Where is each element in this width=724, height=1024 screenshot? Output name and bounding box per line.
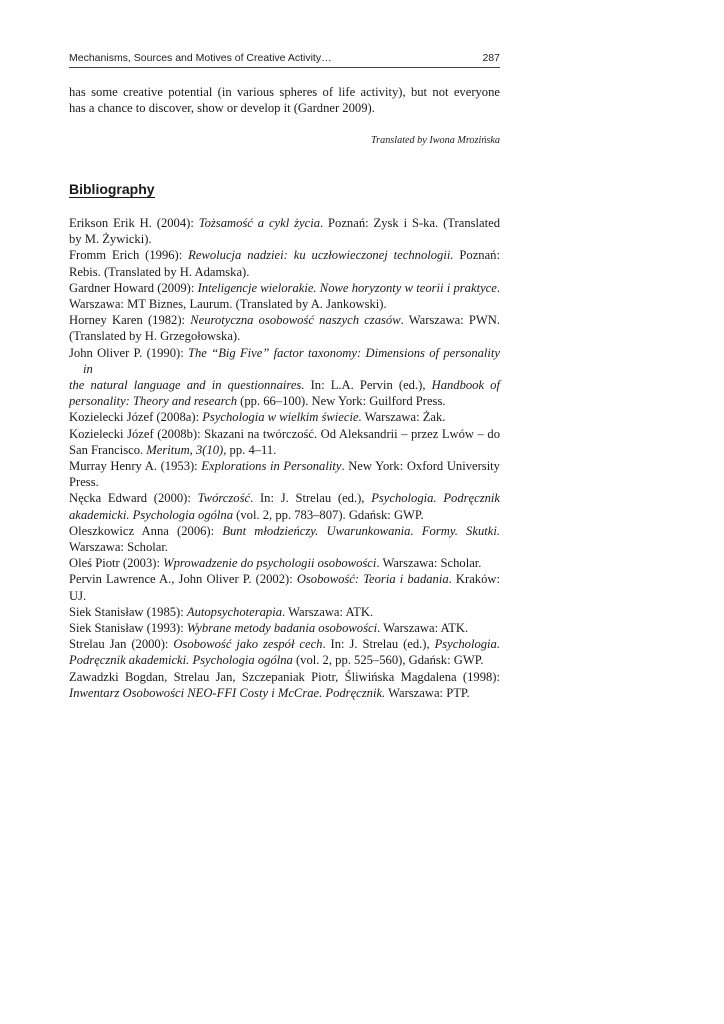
- entry-line: [69, 409, 500, 425]
- bibliography-entry: [69, 523, 500, 555]
- entry-line: [69, 247, 500, 263]
- entry-line: [69, 231, 500, 247]
- entry-line: [69, 555, 500, 571]
- entry-text: . In: J. Strelau (ed.),: [322, 637, 435, 652]
- entry-text: . Warszawa: Scholar.: [376, 556, 482, 571]
- entry-text: (vol. 2, pp. 783–807). Gdańsk: GWP.: [233, 507, 424, 522]
- entry-title-text: akademicki. Psychologia ogólna: [69, 507, 234, 522]
- entry-text: Rebis. (Translated by H. Adamska).: [69, 264, 250, 279]
- entry-text: Kozielecki Józef (2008a):: [69, 410, 203, 425]
- entry-text: Gardner Howard (2009):: [69, 280, 198, 295]
- bibliography-entry: [69, 555, 500, 571]
- bibliography-entry: [69, 280, 500, 312]
- entry-text: pp. 4–11.: [226, 442, 277, 457]
- entry-line: [69, 669, 500, 685]
- paragraph-line: has a chance to discover, show or develop it (Gardner 2009).: [69, 101, 375, 116]
- bibliography-heading: Bibliography: [69, 181, 155, 197]
- entry-title-text: Psychologia w wielkim świecie.: [202, 410, 362, 425]
- entry-title-text: Handbook of: [431, 378, 500, 393]
- entry-title-text: Osobowość jako zespół cech: [173, 637, 323, 652]
- entry-text: Horney Karen (1982):: [69, 313, 191, 328]
- entry-line: [69, 523, 500, 539]
- entry-line: [69, 571, 500, 587]
- body-paragraph: [69, 84, 500, 116]
- bibliography-entry: [69, 409, 500, 425]
- entry-text: . Warszawa: ATK.: [377, 621, 469, 636]
- entry-line: [69, 490, 500, 506]
- entry-text: (vol. 2, pp. 525–560), Gdańsk: GWP.: [292, 653, 484, 668]
- running-title: Mechanisms, Sources and Motives of Creative Activity…: [69, 52, 332, 64]
- entry-title-text: Rewolucja nadziei: ku uczłowieczonej technologii.: [188, 248, 454, 263]
- entry-line: [69, 539, 500, 555]
- entry-line: [69, 215, 500, 231]
- entry-line: [69, 507, 500, 523]
- entry-text: (Translated by H. Grzegołowska).: [69, 329, 241, 344]
- entry-line: [69, 474, 500, 490]
- entry-line: [69, 620, 500, 636]
- entry-title-text: The “Big Five” factor taxonomy: Dimensions of personality in: [83, 345, 501, 376]
- bibliography-entry: [69, 669, 500, 701]
- entry-text: Strelau Jan (2000):: [69, 637, 174, 652]
- entry-title-text: Explorations in Personality: [201, 459, 342, 474]
- entry-line: [69, 345, 501, 377]
- entry-title-text: Psychologia. Podręcznik: [371, 491, 500, 506]
- entry-text: Zawadzki Bogdan, Strelau Jan, Szczepaniak Piotr, Śliwińska Magdalena (1998):: [69, 669, 500, 684]
- bibliography-entry: [69, 426, 500, 458]
- entry-title-text: Osobowość: Teoria i badania: [296, 572, 449, 587]
- entry-text: Pervin Lawrence A., John Oliver P. (2002):: [69, 572, 297, 587]
- entry-line: [69, 377, 500, 393]
- bibliography-entry: [69, 620, 500, 636]
- bibliography-entry: [69, 636, 500, 668]
- entry-text: .: [496, 280, 500, 295]
- entry-text: Nęcka Edward (2000):: [69, 491, 198, 506]
- entry-line: [69, 685, 500, 701]
- entry-text: by M. Żywicki).: [69, 232, 152, 247]
- entry-line: [69, 458, 500, 474]
- entry-text: Oleś Piotr (2003):: [69, 556, 164, 571]
- entry-title-text: Meritum: [146, 442, 190, 457]
- entry-title-text: personality: Theory and research: [69, 394, 238, 409]
- entry-line: [69, 393, 500, 409]
- entry-text: Warszawa: PTP.: [385, 685, 470, 700]
- entry-title-text: Psychologia.: [434, 637, 500, 652]
- entry-text: Warszawa: Scholar.: [69, 540, 168, 555]
- entry-title-text: Autopsychoterapia: [186, 604, 283, 619]
- entry-line: [69, 442, 500, 458]
- entry-text: Warszawa: Żak.: [361, 410, 446, 425]
- entry-title-text: the natural language and in questionnaires.: [69, 378, 305, 393]
- entry-title-text: Podręcznik akademicki. Psychologia ogólna: [69, 653, 293, 668]
- bibliography-entry: [69, 458, 500, 490]
- entry-text: . Warszawa: ATK.: [282, 604, 374, 619]
- entry-line: [69, 296, 500, 312]
- entry-text: Murray Henry A. (1953):: [69, 459, 202, 474]
- entry-text: ,: [189, 442, 196, 457]
- entry-line: [69, 636, 500, 652]
- running-header: [69, 52, 500, 64]
- entry-text: . Warszawa: PWN.: [400, 313, 501, 328]
- bibliography-entry: [69, 604, 500, 620]
- entry-text: (pp. 66–100). New York: Guilford Press.: [237, 394, 446, 409]
- entry-text: Siek Stanisław (1993):: [69, 621, 187, 636]
- page-number: 287: [482, 52, 500, 64]
- entry-line: [69, 328, 500, 344]
- entry-text: . In: J. Strelau (ed.),: [250, 491, 372, 506]
- entry-text: Warszawa: MT Biznes, Laurum. (Translated by A. Jankowski).: [69, 297, 387, 312]
- entry-text: San Francisco.: [69, 442, 147, 457]
- entry-title-text: Twórczość: [197, 491, 251, 506]
- entry-title-text: Inwentarz Osobowości NEO-FFI Costy i McCrae. Podręcznik.: [69, 685, 386, 700]
- translator-note: Translated by Iwona Mrozińska: [371, 135, 500, 146]
- bibliography-entry: [69, 571, 500, 603]
- entry-text: Erikson Erik H. (2004):: [69, 216, 199, 230]
- bibliography-entry: [69, 345, 500, 410]
- entry-title-text: Tożsamość a cykl życia: [198, 216, 320, 230]
- entry-title-text: Neurotyczna osobowość naszych czasów: [190, 313, 401, 328]
- entry-title-text: Bunt młodzieńczy. Uwarunkowania. Formy. Skutki.: [222, 523, 500, 538]
- entry-text: Fromm Erich (1996):: [69, 248, 189, 263]
- header-rule: [69, 67, 500, 68]
- entry-line: [69, 280, 500, 296]
- entry-line: [69, 312, 501, 328]
- entry-text: In: L.A. Pervin (ed.),: [304, 378, 432, 393]
- entry-text: Press.: [69, 475, 99, 490]
- entry-text: UJ.: [69, 588, 87, 603]
- bibliography-list: [69, 215, 500, 701]
- entry-line: [69, 426, 500, 442]
- entry-title-text: Inteligencje wielorakie. Nowe horyzonty w teorii i praktyce: [197, 280, 497, 295]
- entry-line: [69, 604, 500, 620]
- entry-title-text: 3(10),: [195, 442, 227, 457]
- bibliography-entry: [69, 215, 500, 247]
- entry-title-text: Wprowadzenie do psychologii osobowości: [163, 556, 377, 571]
- entry-line: [69, 652, 500, 668]
- entry-text: . New York: Oxford University: [341, 459, 500, 474]
- entry-text: Siek Stanisław (1985):: [69, 604, 187, 619]
- bibliography-entry: [69, 312, 500, 344]
- bibliography-entry: [69, 247, 500, 279]
- entry-text: . Poznań: Zysk i S-ka. (Translated: [320, 216, 500, 230]
- entry-line: [69, 264, 500, 280]
- entry-title-text: Wybrane metody badania osobowości: [186, 621, 378, 636]
- entry-line: [69, 588, 500, 604]
- entry-text: Oleszkowicz Anna (2006):: [69, 523, 223, 538]
- paragraph-line: has some creative potential (in various spheres of life activity), but not everyone: [69, 85, 500, 99]
- entry-text: Kozielecki Józef (2008b): Skazani na twórczość. Od Aleksandrii – przez Lwów – do: [69, 426, 500, 441]
- entry-text: Poznań:: [453, 248, 500, 263]
- bibliography-entry: [69, 490, 500, 522]
- entry-text: . Kraków:: [448, 572, 500, 587]
- entry-text: John Oliver P. (1990):: [69, 345, 188, 360]
